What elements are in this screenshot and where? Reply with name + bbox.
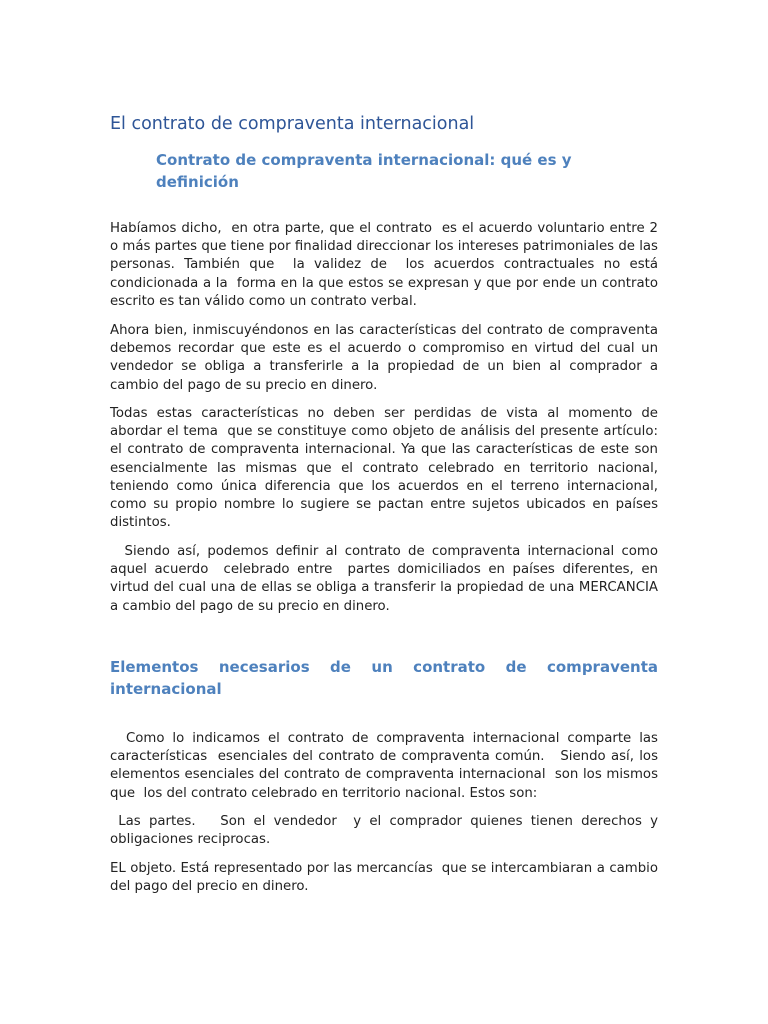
paragraph-compraventa: Ahora bien, inmiscuyéndonos en las características del contrato de compraventa debemos recordar que este es el acuerdo o compromiso en virtud del cual un vendedor se obliga a transferirle a la propiedad de un bien al comprador a cambio del pago de su precio en dinero. — [110, 323, 663, 393]
paragraph-definicion: Siendo así, podemos definir al contrato de compraventa internacional como aquel acuerdo celebrado entre partes domiciliados en países diferentes, en virtud del cual una de ellas se obliga a transferir la propiedad de una MERCANCIA a cambio del pago de su precio en dinero. — [110, 544, 667, 614]
paragraph-el-objeto: EL objeto. Está representado por las mercancías que se intercambiaran a cambio del pago del precio en dinero. — [110, 861, 663, 895]
elements-section-heading: Elementos necesarios de un contrato de compraventa internacional — [110, 658, 658, 698]
document-title: El contrato de compraventa internacional — [110, 114, 475, 134]
paragraph-intro: Habíamos dicho, en otra parte, que el contrato es el acuerdo voluntario entre 2 o más partes que tiene por finalidad direccionar los intereses patrimoniales de las personas. También que la validez de los acuerdos contractuales no está condicionada a la forma en la que estos se expresan y que por ende un contrato escrito es tan válido como un contrato verbal. — [110, 221, 663, 309]
definition-subheading: Contrato de compraventa internacional: qué es y definición — [156, 151, 572, 191]
paragraph-las-partes: Las partes. Son el vendedor y el comprador quienes tienen derechos y obligaciones reciprocas. — [110, 814, 663, 848]
paragraph-elementos: Como lo indicamos el contrato de compraventa internacional comparte las características esenciales del contrato de compraventa común. Siendo así, los elementos esenciales del contrato de compraventa internacional son los mismos que los del contrato celebrado en territorio nacional. Estos son: — [110, 731, 663, 801]
paragraph-caracteristicas: Todas estas características no deben ser perdidas de vista al momento de abordar el tema que se constituye como objeto de análisis del presente artículo: el contrato de compraventa internacional. Ya que las características de este son esencialmente las mismas que el contrato celebrado en territorio nacional, teniendo como única diferencia que los acuerdos en el terreno internacional, como su propio nombre lo sugiere se pactan entre sujetos ubicados en países distintos. — [110, 406, 663, 531]
